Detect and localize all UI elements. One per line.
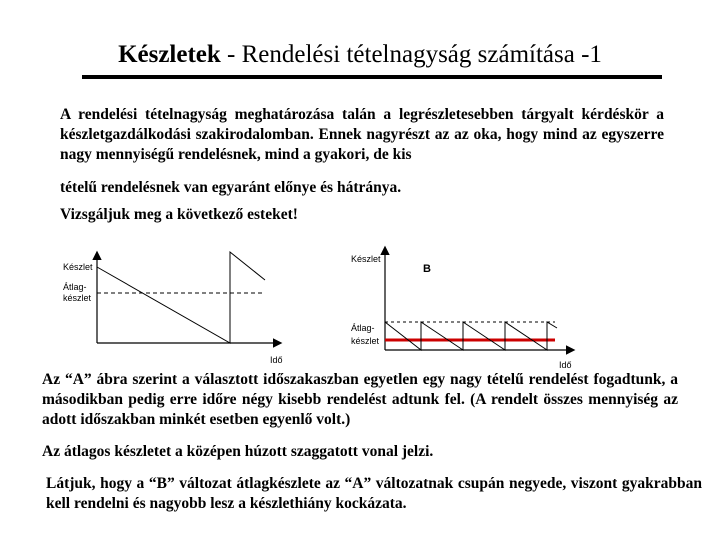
title-rest: - Rendelési tételnagyság számítása -1	[220, 41, 602, 68]
chart-a	[55, 235, 355, 370]
slide-title	[0, 40, 720, 70]
chart-b-xlabel: Idő	[559, 360, 572, 370]
chart-b-avg-label-2: készlet	[351, 336, 380, 346]
chart-a-avg-label-2: készlet	[63, 293, 92, 303]
chart-b-stock-line	[385, 322, 557, 350]
intro-paragraph: A rendelési tételnagyság meghatározása talán a legrészletesebben tárgyalt kérdéskör a készletgazdálkodási szakirodalomban. Ennek nagyrészt az az oka, hogy mind az egyszerre nagy mennyiségű rendelésnek, mind a gyakori, de kis	[60, 106, 664, 163]
average-note: Az átlagos készletet a középen húzott szaggatott vonal jelzi.	[42, 443, 434, 460]
chart-a-xlabel: Idő	[270, 355, 283, 365]
chart-a-ylabel: Készlet	[63, 262, 93, 272]
cases-heading: Vizsgáljuk meg a következő esteket!	[60, 206, 298, 223]
chart-b-avg-label-1: Átlag-	[351, 323, 375, 333]
chart-b-ylabel: Készlet	[351, 254, 381, 264]
chart-b	[345, 240, 605, 375]
chart-b-label: B	[423, 263, 431, 275]
title-bold: Készletek	[118, 41, 221, 68]
chart-a-avg-label-1: Átlag-	[63, 282, 87, 292]
intro-paragraph-end: tételű rendelésnek van egyaránt előnye és hátránya.	[60, 179, 402, 196]
conclusion-paragraph: Látjuk, hogy a “B” változat átlagkészlete az “A” változatnak csupán negyede, viszont gyakrabban kell rendelni és nagyobb lesz a készlethiány kockázata.	[46, 475, 702, 512]
comparison-paragraph: Az “A” ábra szerint a választott időszakaszban egyetlen egy nagy tételű rendelést fogadtunk, a másodikban pedig erre időre négy kisebb rendelést adtunk fel. (A rendelt összes mennyiség az adott időszakban minkét esetben egyenlő volt.)	[42, 371, 678, 428]
title-underline	[82, 75, 662, 79]
chart-a-stock-line	[97, 252, 265, 343]
